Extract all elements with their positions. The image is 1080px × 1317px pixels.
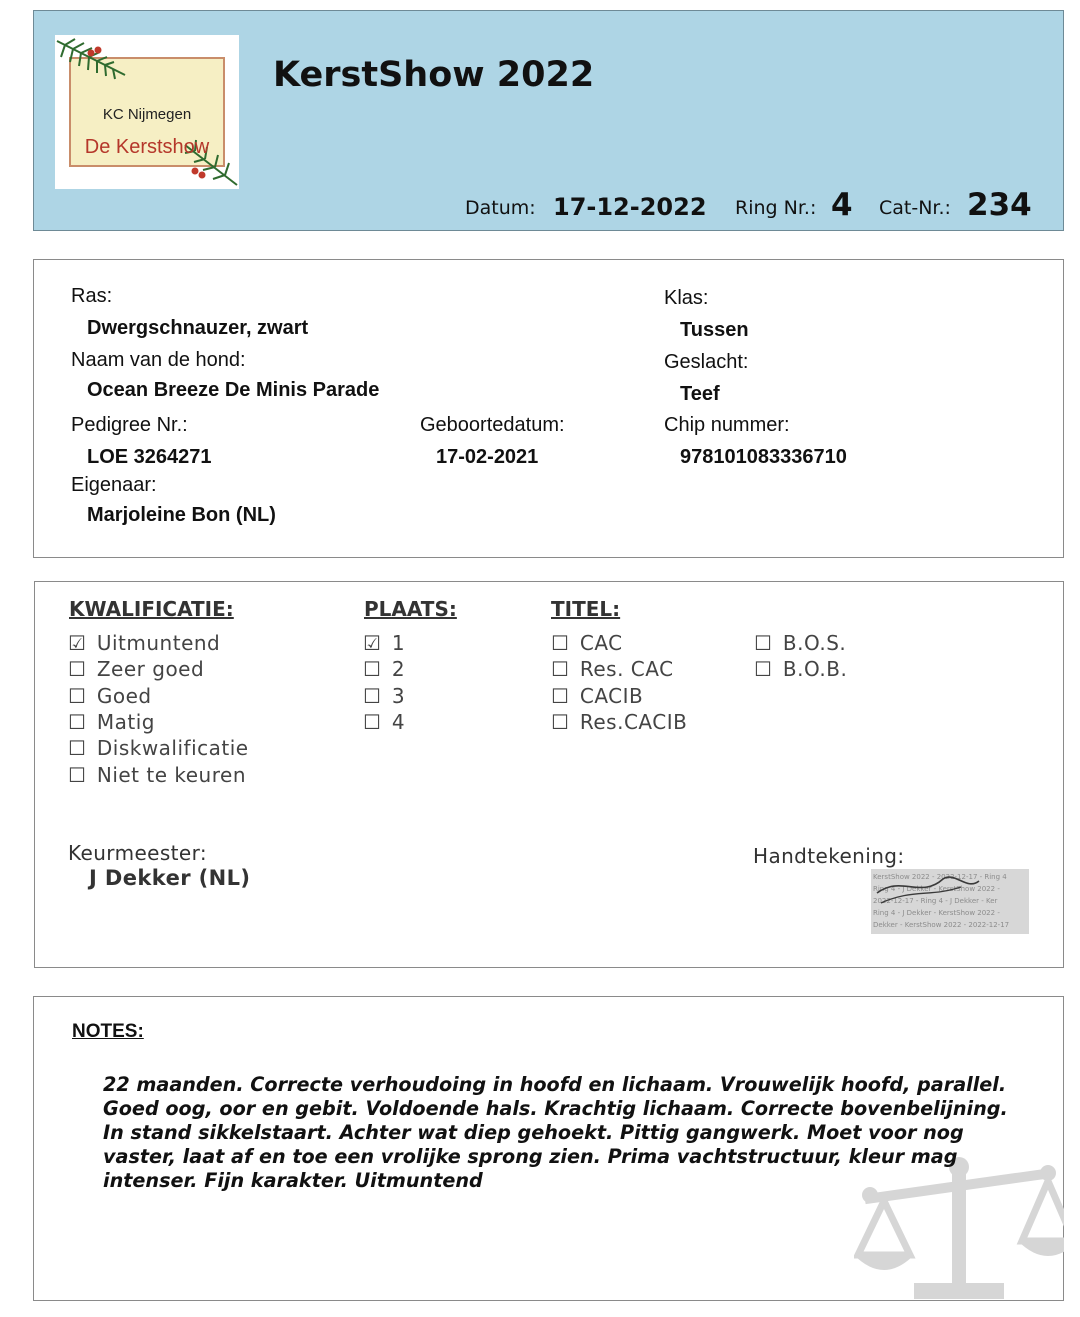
kwalificatie-heading: KWALIFICATIE: [69,597,234,621]
checkbox[interactable]: ☐ [551,684,570,708]
option-label: Res. CAC [579,657,674,681]
notes-panel [33,996,1064,1301]
option-label: 1 [391,631,406,655]
checkbox[interactable]: ☐ [363,710,382,734]
geboortedatum-label: Geboortedatum: [420,414,565,436]
svg-text:Ring 4 - J Dekker - KerstShow: Ring 4 - J Dekker - KerstShow 2022 - [873,909,1000,917]
checkbox[interactable]: ☐ [68,657,87,681]
checkbox[interactable]: ☐ [551,710,570,734]
option-label: 4 [391,710,406,734]
klas-label: Klas: [664,287,709,309]
judging-panel [34,581,1064,968]
option-label: CACIB [579,684,644,708]
option-label: Goed [96,684,152,708]
option-res-cac[interactable] [551,657,674,681]
ras-label: Ras: [71,285,113,307]
checkbox[interactable]: ☐ [363,657,382,681]
checkbox[interactable]: ☐ [551,631,570,655]
option-label: Res.CACIB [579,710,688,734]
option-zeer-goed[interactable] [68,657,204,681]
naam-value: Ocean Breeze De Minis Parade [87,379,380,401]
checkbox[interactable]: ☑ [363,631,382,655]
option-label: Matig [96,710,155,734]
notes-text: 22 maanden. Correcte verhoudoing in hoofd en lichaam. Vrouwelijk hoofd, parallel. Goed oog, oor en gebit. Voldoende hals. Krachtig lichaam. Correcte bovenbelijning. In stand sikkelstaart. Achter wat diep gehoekt. Pittig gangwerk. Moet voor nog vaster, laat af en toe een vrolijke sprong zien. Prima vachtstructuur, kleur mag intenser. Fijn karakter. Uitmuntend [103,1073,1008,1192]
signature-image [871,869,1029,934]
option-niet-te-keuren[interactable] [68,763,246,787]
datum-value: 17-12-2022 [553,193,707,221]
option-bob[interactable] [754,657,847,681]
geslacht-value: Teef [680,383,720,405]
option-plaats-3[interactable] [363,684,405,708]
pedigree-value: LOE 3264271 [87,446,212,468]
logo-show-name: De Kerstshow [84,136,210,158]
option-res-cacib[interactable] [551,710,687,734]
option-goed[interactable] [68,684,152,708]
page-title: KerstShow 2022 [273,55,595,95]
handtekening-label: Handtekening: [753,844,905,868]
cat-value: 234 [967,187,1032,223]
svg-text:2022-12-17 - Ring 4 - J Dekker: 2022-12-17 - Ring 4 - J Dekker - Ker [873,897,998,905]
checkbox[interactable]: ☐ [551,657,570,681]
checkbox[interactable]: ☐ [754,631,773,655]
option-plaats-1[interactable] [363,631,405,655]
option-label: B.O.S. [782,631,847,655]
logo [55,35,239,189]
header-banner [33,10,1064,231]
option-label: Niet te keuren [96,763,246,787]
option-plaats-4[interactable] [363,710,405,734]
option-uitmuntend[interactable] [68,631,220,655]
ras-value: Dwergschnauzer, zwart [87,317,309,339]
option-label: CAC [579,631,623,655]
checkbox[interactable]: ☐ [68,710,87,734]
pedigree-label: Pedigree Nr.: [71,414,188,436]
cat-label: Cat-Nr.: [879,197,951,219]
dog-info-panel [33,259,1064,558]
notes-heading: NOTES: [72,1021,144,1042]
chip-label: Chip nummer: [664,414,790,436]
logo-club-name: KC Nijmegen [102,106,192,123]
eigenaar-value: Marjoleine Bon (NL) [87,504,276,526]
option-cac[interactable] [551,631,623,655]
svg-text:KerstShow 2022 - 2022-12-17 -: KerstShow 2022 - 2022-12-17 - Ring 4 [873,873,1007,881]
option-label: 2 [391,657,406,681]
checkbox[interactable]: ☐ [68,763,87,787]
option-bos[interactable] [754,631,846,655]
option-plaats-2[interactable] [363,657,405,681]
checkbox[interactable]: ☐ [754,657,773,681]
datum-label: Datum: [465,197,536,219]
option-label: Zeer goed [96,657,205,681]
svg-text:Ring 4 - J Dekker - KerstShow: Ring 4 - J Dekker - KerstShow 2022 - [873,885,1000,893]
chip-value: 978101083336710 [680,446,847,468]
option-label: Uitmuntend [96,631,221,655]
klas-value: Tussen [680,319,749,341]
option-label: Diskwalificatie [96,736,249,760]
checkbox[interactable]: ☐ [363,684,382,708]
option-diskwalificatie[interactable] [68,736,249,760]
checkbox[interactable]: ☑ [68,631,87,655]
ring-label: Ring Nr.: [735,197,817,219]
plaats-heading: PLAATS: [364,597,457,621]
naam-label: Naam van de hond: [71,349,246,371]
keurmeester-label: Keurmeester: [68,841,208,865]
titel-heading: TITEL: [551,597,621,621]
option-cacib[interactable] [551,684,643,708]
option-label: B.O.B. [782,657,848,681]
geboortedatum-value: 17-02-2021 [436,446,539,468]
option-label: 3 [391,684,406,708]
ring-value: 4 [831,187,853,223]
checkbox[interactable]: ☐ [68,684,87,708]
checkbox[interactable]: ☐ [68,736,87,760]
geslacht-label: Geslacht: [664,351,749,373]
keurmeester-value: J Dekker (NL) [89,866,251,890]
option-matig[interactable] [68,710,155,734]
eigenaar-label: Eigenaar: [71,474,157,496]
svg-text:Dekker - KerstShow 2022 - 2022: Dekker - KerstShow 2022 - 2022-12-17 [873,921,1010,929]
signature-stamp [871,869,1029,934]
